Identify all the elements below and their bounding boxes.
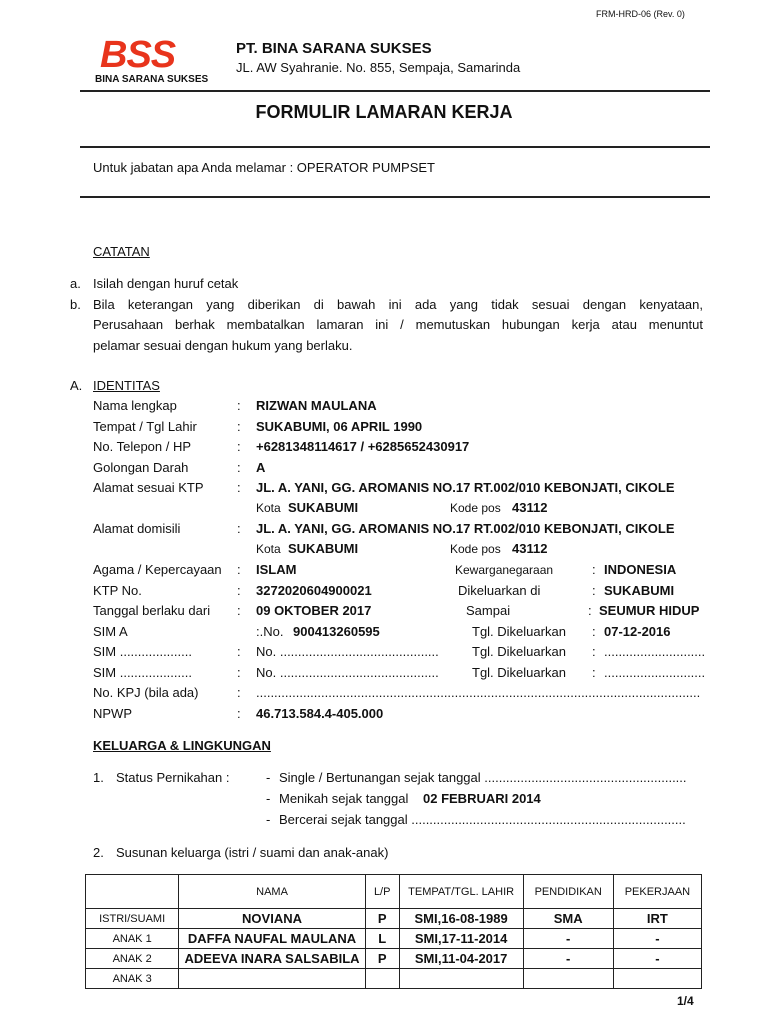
domicile-city-label: Kota — [256, 542, 281, 556]
row-name: NOVIANA — [179, 909, 366, 929]
row-occupation: IRT — [613, 909, 701, 929]
single-option: Single / Bertunangan sejak tanggal ........................................................ — [279, 770, 687, 785]
sim-other-colon: : — [237, 644, 241, 659]
ktp-number-colon: : — [237, 583, 241, 598]
sim-other-issued-blank-2: ............................ — [604, 665, 706, 680]
name-value: RIZWAN MAULANA — [256, 398, 377, 413]
sim-other-issued-blank: ............................ — [604, 644, 706, 659]
married-date: 02 FEBRUARI 2014 — [423, 791, 541, 806]
citizenship-colon: : — [592, 562, 596, 577]
form-code: FRM-HRD-06 (Rev. 0) — [596, 9, 685, 19]
row-occupation — [613, 969, 701, 989]
row-birth: SMI,17-11-2014 — [399, 929, 523, 949]
blood-colon: : — [237, 460, 241, 475]
divorced-option: Bercerai sejak tanggal ............................................................................ — [279, 812, 686, 827]
ktp-address-label: Alamat sesuai KTP — [93, 480, 204, 495]
company-address: JL. AW Syahranie. No. 855, Sempaja, Samarinda — [236, 60, 521, 75]
valid-from-colon: : — [237, 603, 241, 618]
religion-label: Agama / Kepercayaan — [93, 562, 222, 577]
ktp-issued-value: SUKABUMI — [604, 583, 675, 598]
ktp-city-label: Kota — [256, 501, 281, 515]
kpj-label: No. KPJ (bila ada) — [93, 685, 199, 700]
sim-a-issued-colon: : — [592, 624, 596, 639]
header-occupation: PEKERJAAN — [613, 875, 701, 909]
row-sex — [365, 969, 399, 989]
position-divider — [80, 196, 710, 198]
header-role — [86, 875, 179, 909]
sim-other-number-blank: No. ............................................ — [256, 644, 439, 659]
sim-other-issued-colon: : — [592, 644, 596, 659]
row-role: ISTRI/SUAMI — [86, 909, 179, 929]
family-table — [85, 874, 702, 989]
row-role: ANAK 1 — [86, 929, 179, 949]
domicile-value: JL. A. YANI, GG. AROMANIS NO.17 RT.002/010 KEBONJATI, CIKOLE — [256, 521, 675, 536]
table-row — [86, 949, 702, 969]
q1-number: 1. — [93, 770, 104, 785]
position-applied: Untuk jabatan apa Anda melamar : OPERATOR PUMPSET — [93, 160, 435, 175]
name-label: Nama lengkap — [93, 398, 177, 413]
npwp-colon: : — [237, 706, 241, 721]
npwp-label: NPWP — [93, 706, 132, 721]
ktp-postal-label: Kode pos — [450, 501, 501, 515]
sim-other-issued-label: Tgl. Dikeluarkan — [472, 644, 566, 659]
sim-other-issued-colon-2: : — [592, 665, 596, 680]
kpj-colon: : — [237, 685, 241, 700]
row-education — [523, 969, 613, 989]
valid-until-colon: : — [588, 603, 592, 618]
married-dash: - — [266, 791, 271, 806]
logo-subtitle: BINA SARANA SUKSES — [95, 74, 209, 85]
row-occupation: - — [613, 929, 701, 949]
npwp-value: 46.713.584.4-405.000 — [256, 706, 384, 721]
sim-other-label-2: SIM .................... — [93, 665, 192, 680]
divorced-dash: - — [266, 812, 271, 827]
blood-value: A — [256, 460, 266, 475]
note-b-line2: Perusahaan berhak membatalkan lamaran ini / memutuskan hubungan kerja atau menuntut — [93, 317, 703, 332]
row-birth: SMI,11-04-2017 — [399, 949, 523, 969]
blood-label: Golongan Darah — [93, 460, 189, 475]
sim-a-label: SIM A — [93, 624, 128, 639]
sim-a-issued-value: 07-12-2016 — [604, 624, 671, 639]
birth-value: SUKABUMI, 06 APRIL 1990 — [256, 419, 423, 434]
sim-a-issued-label: Tgl. Dikeluarkan — [472, 624, 566, 639]
phone-label: No. Telepon / HP — [93, 439, 192, 454]
single-dash: - — [266, 770, 271, 785]
row-name — [179, 969, 366, 989]
ktp-address-value: JL. A. YANI, GG. AROMANIS NO.17 RT.002/010 KEBONJATI, CIKOLE — [256, 480, 675, 495]
row-education: - — [523, 949, 613, 969]
row-occupation: - — [613, 949, 701, 969]
row-sex: P — [365, 949, 399, 969]
row-education: SMA — [523, 909, 613, 929]
sim-other-label: SIM .................... — [93, 644, 192, 659]
row-name: DAFFA NAUFAL MAULANA — [179, 929, 366, 949]
family-table-header — [86, 875, 702, 909]
valid-until-value: SEUMUR HIDUP — [599, 603, 700, 618]
domicile-label: Alamat domisili — [93, 521, 181, 536]
company-name: PT. BINA SARANA SUKSES — [236, 40, 432, 57]
marital-status-label: Status Pernikahan : — [116, 770, 230, 785]
domicile-city-value: SUKABUMI — [288, 541, 359, 556]
ktp-postal-value: 43112 — [512, 500, 548, 515]
religion-value: ISLAM — [256, 562, 297, 577]
row-role: ANAK 2 — [86, 949, 179, 969]
note-a-marker: a. — [70, 276, 81, 291]
table-row — [86, 909, 702, 929]
table-row — [86, 929, 702, 949]
row-birth — [399, 969, 523, 989]
valid-from-value: 09 OKTOBER 2017 — [256, 603, 372, 618]
form-title: FORMULIR LAMARAN KERJA — [255, 102, 513, 122]
kpj-blank: ........................................................................................................................... — [256, 685, 701, 700]
header-birth: TEMPAT/TGL. LAHIR — [399, 875, 523, 909]
citizenship-label: Kewarganegaraan — [455, 563, 554, 577]
birth-colon: : — [237, 419, 241, 434]
ktp-address-colon: : — [237, 480, 241, 495]
family-composition-label: Susunan keluarga (istri / suami dan anak-anak) — [116, 845, 389, 860]
name-colon: : — [237, 398, 241, 413]
header-sex: L/P — [365, 875, 399, 909]
ktp-number-label: KTP No. — [93, 583, 142, 598]
page-number: 1/4 — [677, 994, 694, 1008]
ktp-number-value: 3272020604900021 — [256, 583, 372, 598]
sim-other-issued-label-2: Tgl. Dikeluarkan — [472, 665, 566, 680]
note-b-line1: Bila keterangan yang diberikan di bawah ini ada yang tidak sesuai dengan kenyataan, — [93, 297, 703, 312]
phone-value: +6281348114617 / +6285652430917 — [256, 439, 470, 454]
phone-colon: : — [237, 439, 241, 454]
logo-mark: BSS — [100, 34, 176, 76]
note-a-text: Isilah dengan huruf cetak — [93, 276, 239, 291]
header-education: PENDIDIKAN — [523, 875, 613, 909]
row-education: - — [523, 929, 613, 949]
section-a-marker: A. — [70, 378, 83, 393]
table-row — [86, 969, 702, 989]
title-divider — [80, 146, 710, 148]
row-birth: SMI,16-08-1989 — [399, 909, 523, 929]
family-heading: KELUARGA & LINGKUNGAN — [93, 738, 271, 753]
row-role: ANAK 3 — [86, 969, 179, 989]
note-b-marker: b. — [70, 297, 81, 312]
note-b-line3: pelamar sesuai dengan hukum yang berlaku. — [93, 338, 353, 353]
sim-a-number: 900413260595 — [293, 624, 380, 639]
row-sex: P — [365, 909, 399, 929]
ktp-city-value: SUKABUMI — [288, 500, 359, 515]
domicile-postal-value: 43112 — [512, 541, 548, 556]
ktp-issued-colon: : — [592, 583, 596, 598]
domicile-postal-label: Kode pos — [450, 542, 501, 556]
religion-colon: : — [237, 562, 241, 577]
header-name: NAMA — [179, 875, 366, 909]
q2-number: 2. — [93, 845, 104, 860]
married-label: Menikah sejak tanggal — [279, 791, 409, 806]
notes-heading: CATATAN — [93, 244, 150, 259]
valid-until-label: Sampai — [466, 603, 511, 618]
valid-from-label: Tanggal berlaku dari — [93, 603, 211, 618]
sim-other-colon-2: : — [237, 665, 241, 680]
section-identity-title: IDENTITAS — [93, 378, 160, 393]
header-divider — [80, 90, 710, 92]
row-sex: L — [365, 929, 399, 949]
domicile-colon: : — [237, 521, 241, 536]
birth-label: Tempat / Tgl Lahir — [93, 419, 197, 434]
citizenship-value: INDONESIA — [604, 562, 677, 577]
sim-other-number-blank-2: No. ............................................ — [256, 665, 439, 680]
sim-a-no-prefix: :.No. — [256, 624, 284, 639]
row-name: ADEEVA INARA SALSABILA — [179, 949, 366, 969]
ktp-issued-label: Dikeluarkan di — [458, 583, 541, 598]
